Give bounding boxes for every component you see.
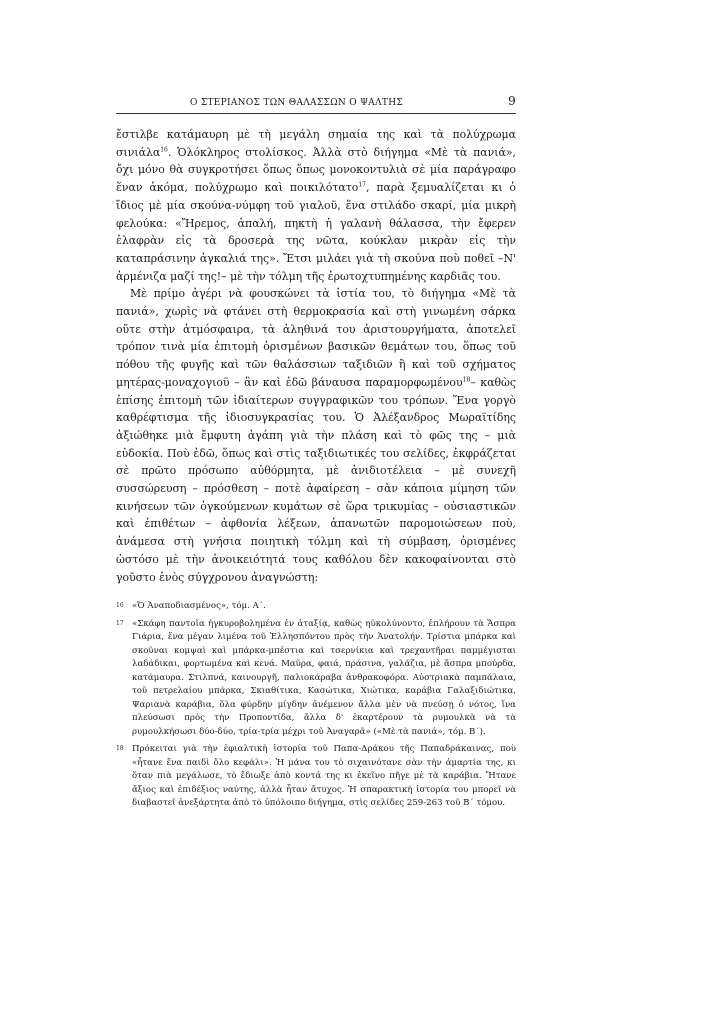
- footnote-text: Πρόκειται γιὰ τὴν ἐφιαλτικὴ ἱστορία τοῦ Παπα-Δράκου τῆς Παπαδράκαινας, ποὺ «ἦτανε ἕνα παιδὶ ὅλο κεφάλι». Ἡ μάνα του τὸ σιχαινότανε σὰν τὴν ἁμαρτία της, κι ὅταν πιὰ μεγάλωσε, τὸ ἔδιωξε ἀπὸ κοντά της κι ἐκεῖνο πῆγε μὲ τὰ καράβια. Ἤτανε ἄξιος καὶ ἐπιδέξιος ναύτης, ἀλλὰ ἦταν ἄτυχος. Ἡ σπαρακτικὴ ἱστορία του μπορεῖ νὰ διαβαστεῖ ἀνεξάρτητα ἀπὸ τὸ ὑπόλοιπο διήγημα, στὶς σελίδες 259-263 τοῦ Β΄ τόμου.: [132, 744, 516, 809]
- text-run: Μὲ πρίμο ἀγέρι νὰ φουσκώνει τὰ ἱστία του, τὸ διήγημα «Μὲ τὰ πανιά», χωρὶς νὰ φτάνει στὴ θερμοκρασία καὶ στὴ γινωμένη σάρκα οὔτε στὴν ἀτμόσφαιρα, τὰ ἀληθινά του ἀριστουργήματα, ἀποτελεῖ τρόπον τινὰ μία ἐπιτομὴ ὁρισμένων βασικῶν θεμάτων του, ὅπως τοῦ πόθου τῆς φυγῆς καὶ τῶν θαλάσσιων ταξιδιῶν ἢ καὶ τοῦ σχήματος μητέρας-μοναχογιοῦ – ἂν καὶ ἐδῶ βάναυσα παραμορφωμένου: [116, 287, 516, 389]
- footnotes: [116, 600, 516, 811]
- main-text: [116, 126, 516, 586]
- footnote-text: «Ὁ Ἀναποδιασμένος», τόμ. Α΄.: [132, 601, 266, 612]
- footnote-ref: 17: [358, 181, 366, 189]
- footnote-number: 16: [116, 602, 124, 610]
- footnote: [116, 618, 516, 740]
- text-run: ἔστιλβε κατάμαυρη μὲ τὴ μεγάλη σημαία της καὶ τὰ πολύχρωμα σινιάλα: [116, 128, 516, 159]
- text-run: , παρὰ ξεμυαλίζεται κι ὁ ἴδιος μὲ μία σκούνα-νύμφη τοῦ γιαλοῦ, ἕνα στιλάδο σκαρί, μία μικρὴ φελούκα: «Ἤρεμος, ἁπαλή, πηκτὴ ἡ γαλανὴ θάλασσα, τὴν ἔφερεν ἐλαφρὰν εἰς τὰ δροσερὰ της νῶτα, κούκλαν μικρὰν εἰς τὴν καταπράσινην ἀγκαλιά της». Ἔτσι μιλάει γιὰ τὴ σκούνα ποὺ ποθεῖ –Ν' ἀρμένιζα μαζί της!– μὲ τὴν τόλμη τῆς ἐρωτοχτυπημένης καρδιᾶς του.: [116, 181, 516, 283]
- text-run: – καθὼς ἐπίσης ἐπιτομὴ τῶν ἰδιαίτερων συγγραφικῶν του τρόπων. Ἕνα γοργὸ καθρέφτισμα τῆς ἰδιοσυγκρασίας του. Ὁ Ἀλέξανδρος Μωραϊτίδης ἀξιώθηκε μιὰ ἔμφυτη ἀγάπη γιὰ τὴν πλάση καὶ τὸ φῶς της – μιὰ εὐδοκία. Ποὺ ἐδῶ, ὅπως καὶ στὶς ταξιδιωτικές του σελίδες, ἐκφράζεται σὲ πρῶτο πρόσωπο αὐθόρμητα, μὲ ἀνιδιοτέλεια – μὲ συνεχῆ συσσώρευση – πρόσθεση – ποτὲ ἀφαίρεση – σὰν κάποια μίμηση τῶν κινήσεων τῶν ὀγκούμενων κυμάτων σὲ ὥρα τρικυμίας – οὐσιαστικῶν καὶ ἐπιθέτων – ἀφθονία λέξεων, ἀπανωτῶν παρομοιώσεων ποὺ, ἀνάμεσα στὴ γνήσια ποιητικὴ τόλμη καὶ τὴ σύμβαση, ὁρισμένες ὡστόσο μὲ τὴν ἀνοικειότητά τους καθόλου δὲν κακοφαίνονται στὸ γοῦστο ἑνὸς σύγχρονου ἀναγνώστη:: [116, 375, 517, 584]
- footnote-separator: [116, 586, 516, 600]
- book-page: [116, 96, 516, 815]
- footnote: [116, 600, 516, 614]
- footnote: [116, 743, 516, 811]
- footnote-text: «Σκάφη παντοῖα ἠγκυροβολημένα ἐν ἀταξίᾳ, καθὼς ηὐκολύνοντο, ἐπλήρουν τὰ Ἄσπρα Γιάρια, ἕνα μέγαν λιμένα τοῦ Ἑλλησπόντου πρὸς τὴν Ἀνατολήν. Τρίστια μπάρκα καὶ σκοῦναι κομψαὶ καὶ μπάρκα-μπέστια καὶ τσερνίκια καὶ τρεχαντῆραι παμμέγισται λαδάδικαι, φορτωμένα καὶ κενά. Μαῦρα, φαιά, πράσινα, γαλάζια, μὲ ἄσπρα μπούρδα, κατάμαυρα. Στιλπνά, καινουργῆ, παλιοκάραβα ἀνθρακοφόρα. Αὐστριακὰ παμπάλαια, τοῦ πετρελαίου μπάρκα, Σκιαθίτικα, Κασώτικα, Χιώτικα, καράβια Γαλαξιδιώτικα, Ψαριανὰ καράβια, ὅλα φύρδην μίγδην ἀνέμενον ἄλλα μὲν νὰ πνεύσῃ ὁ νότος, ἵνα πλεύσωσι πρὸς τὴν Προποντίδα, ἄλλα δ' ἐκαρτέρουν τὰ ρυμουλκὰ νὰ τὰ ρυμουλκήσωσι δύο-δύο, τρία-τρία μέχρι τοῦ Ἀναγαρᾶ» («Μὲ τὰ πανιά», τόμ. Β΄).: [132, 618, 516, 737]
- paragraph: [116, 126, 516, 285]
- footnote-number: 17: [116, 619, 124, 627]
- running-header: [116, 96, 516, 114]
- footnote-number: 18: [116, 745, 124, 753]
- running-title: Ο ΣΤΕΡΙΑΝΟΣ ΤΩΝ ΘΑΛΑΣΣΩΝ Ο ΨΑΛΤΗΣ: [190, 98, 404, 108]
- footnote-ref: 16: [160, 146, 168, 154]
- page-number: 9: [508, 94, 516, 108]
- paragraph: [116, 285, 516, 586]
- text-run: . Ὁλόκληρος στολίσκος. Ἀλλὰ στὸ διήγημα «Μὲ τὰ πανιά», ὄχι μόνο θὰ συγκροτήσει ὅπως ὅπως μονοκοντυλιὰ σὲ μία παράγραφο ἕναν ἀκόμα, πολύχρωμο καὶ ποικιλότατο: [116, 145, 516, 195]
- footnote-ref: 18: [462, 376, 471, 384]
